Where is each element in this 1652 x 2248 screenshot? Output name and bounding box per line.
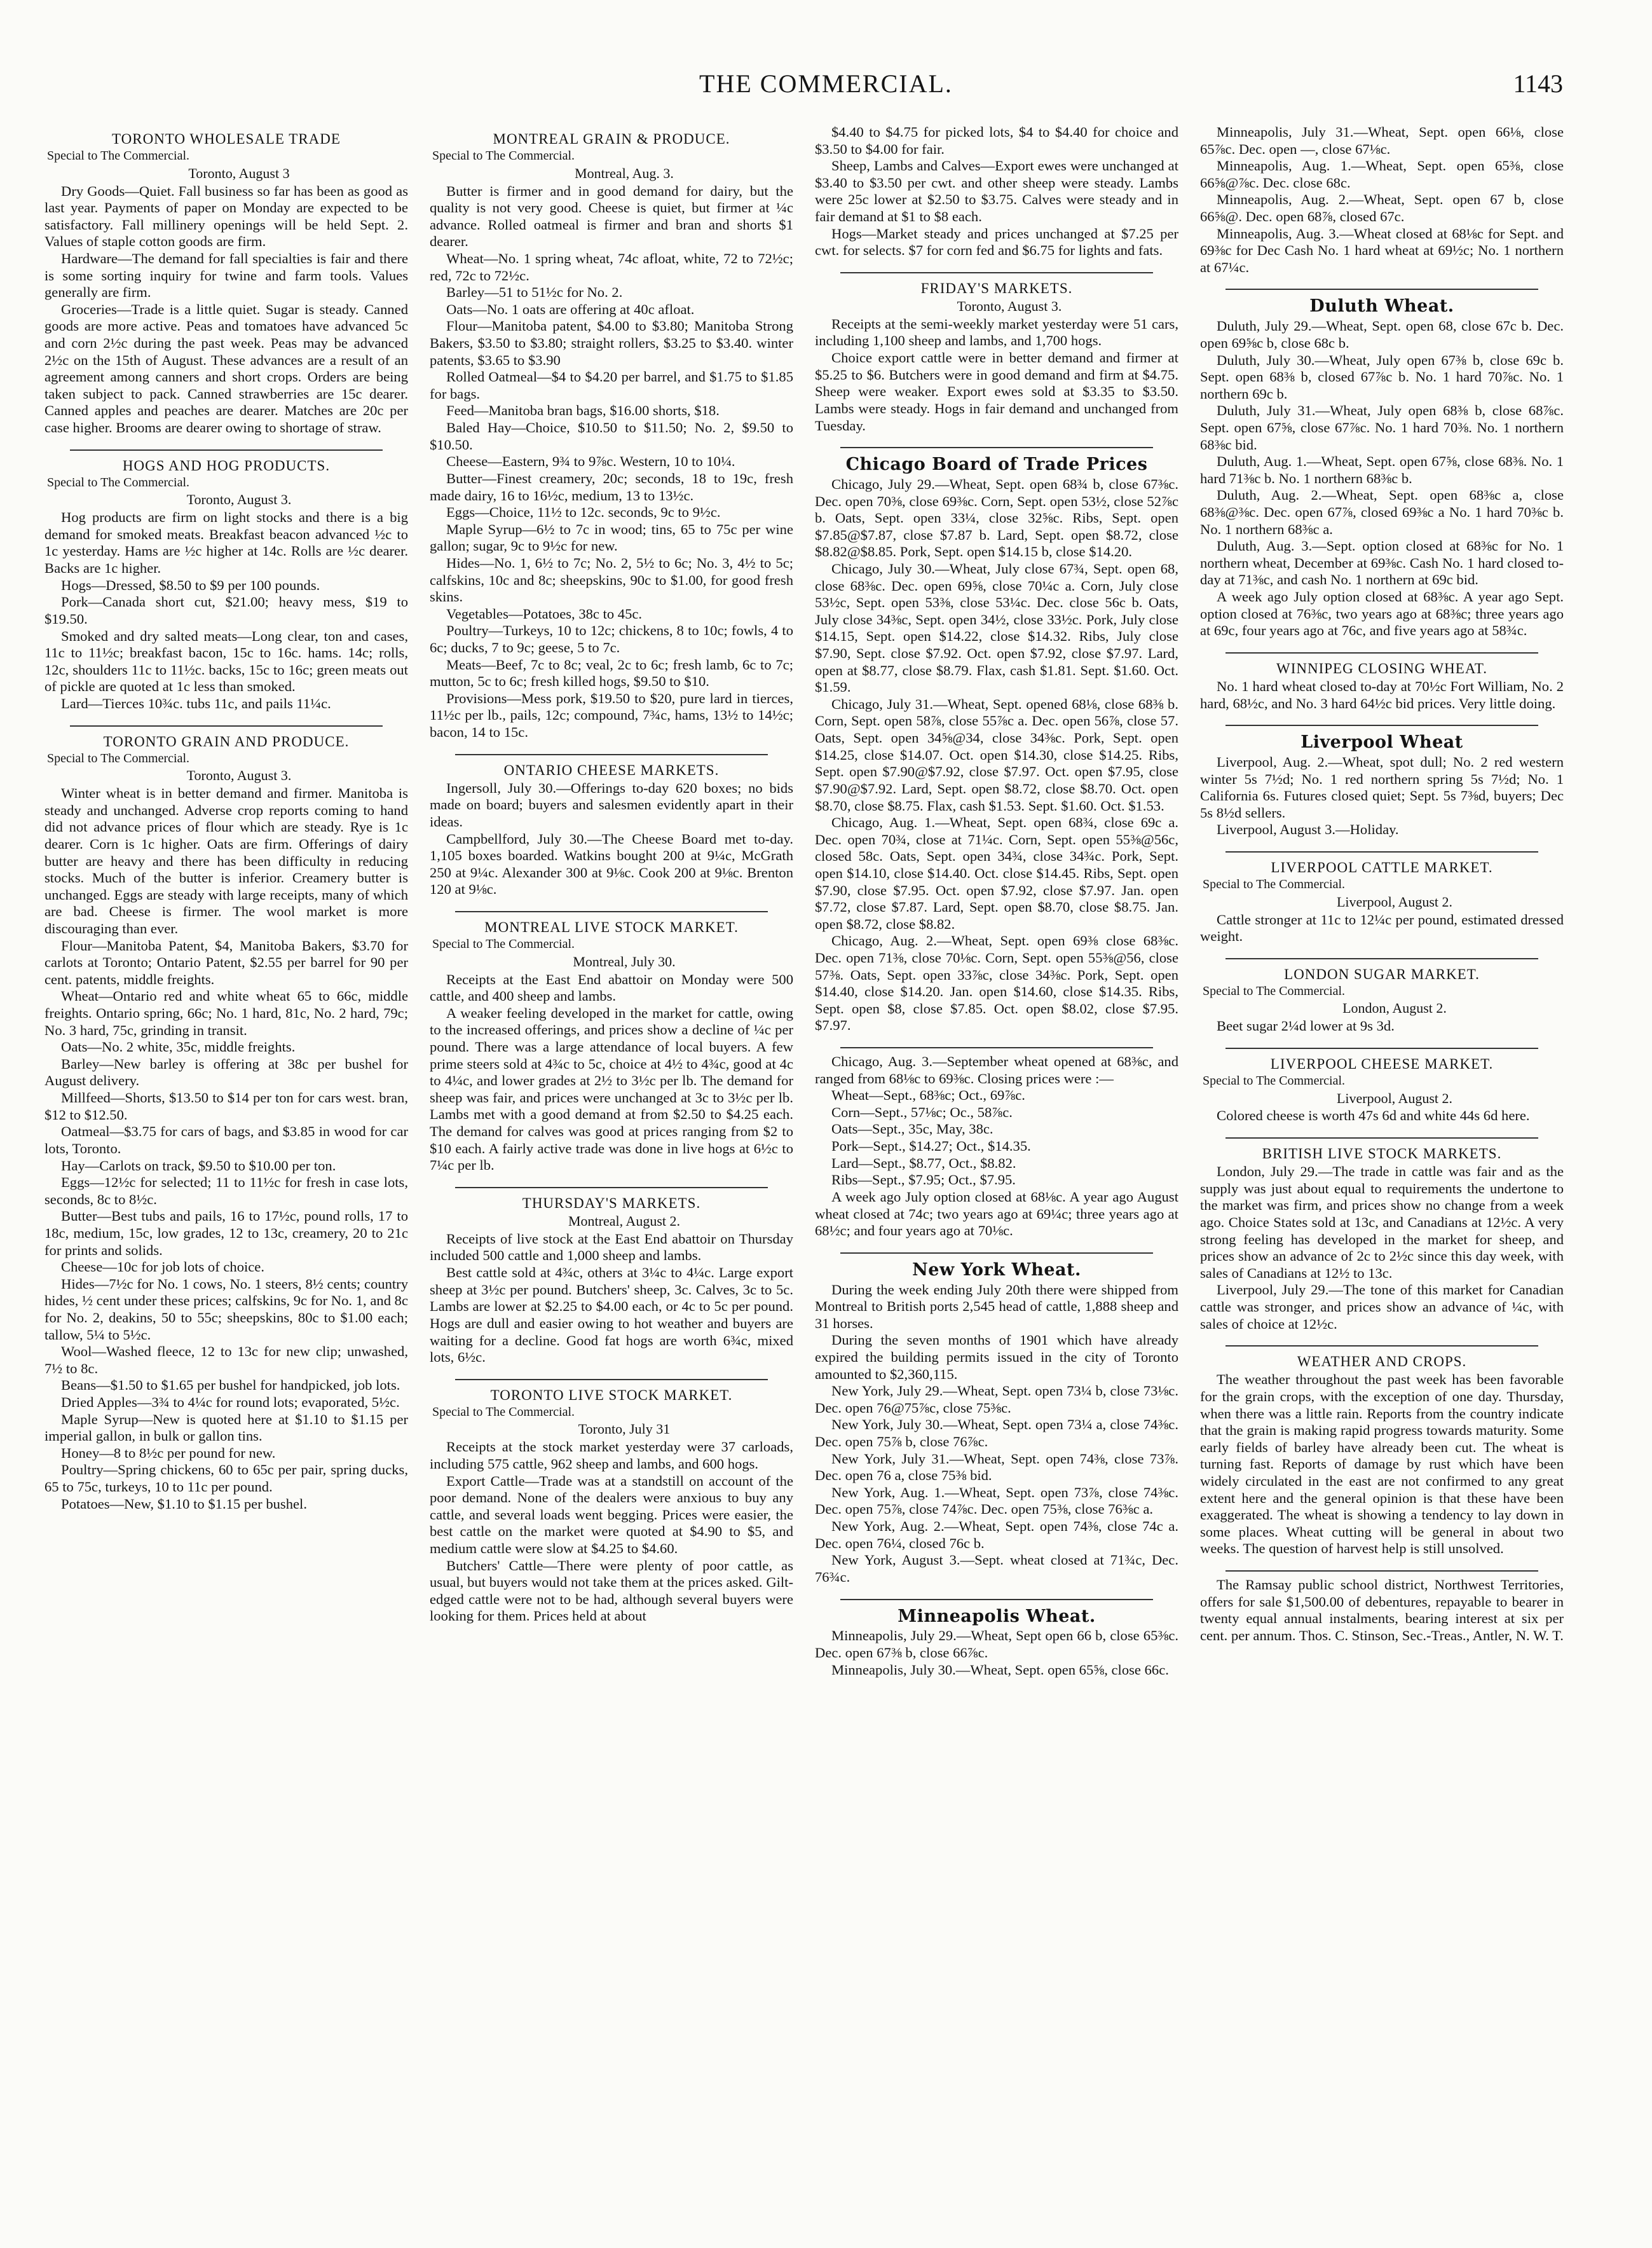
section-divider: [840, 272, 1153, 273]
article: [815, 1260, 1178, 1586]
article-source: Special to The Commercial.: [1203, 983, 1346, 998]
article-headline: THURSDAY'S MARKETS.: [522, 1195, 701, 1211]
article-paragraph: Hides—No. 1, 6½ to 7c; No. 2, 5½ to 6c; No. 3, 4½ to 5c; calfskins, 10c and 8c; sheepskins, 90c to $1.00, for good fresh skins.: [430, 554, 793, 605]
article-paragraph: Chicago, July 29.—Wheat, Sept. open 68¾ b, close 67⅜c. Dec. open 70⅜, close 69⅜c. Corn, Sept. open 53½, close 52⅞c b. Oats, Sept. open 33¼, close 32⅝c. Ribs, Sept. open $7.85@$7.87, close $7.87 b. Lard, Sept. open $8.72, close $8.82@$8.85. Pork, Sept. open $14.15 b, close $14.20.: [815, 476, 1178, 560]
article-paragraph: Flour—Manitoba Patent, $4, Manitoba Bakers, $3.70 for carlots at Toronto; Ontario Patent, $2.55 per barrel for 90 per cent. patents, middle freights.: [44, 937, 408, 987]
article-paragraph: Minneapolis, July 30.—Wheat, Sept. open 65⅝, close 66c.: [831, 1661, 1169, 1678]
article-headline: BRITISH LIVE STOCK MARKETS.: [1262, 1146, 1502, 1162]
article-paragraph: Flour—Manitoba patent, $4.00 to $3.80; Manitoba Strong Bakers, $3.50 to $3.80; straight rollers, $3.25 to $3.40. winter patents, $3.65 to $3.90: [430, 318, 793, 368]
article: [1200, 1353, 1564, 1558]
article-paragraph: Ribs—Sept., $7.95; Oct., $7.95.: [831, 1172, 1016, 1188]
article-paragraph: Hardware—The demand for fall specialties is fair and there is some sorting inquiry for twine and farm tools. Values generally are firm.: [44, 250, 408, 301]
article-paragraph: Cheese—Eastern, 9¾ to 9⅞c. Western, 10 to 10¼.: [446, 453, 735, 470]
section-divider: [840, 1047, 1153, 1048]
article-paragraph: Chicago, Aug. 3.—September wheat opened at 68⅜c, and ranged from 68⅛c to 69⅜c. Closing prices were :—: [815, 1053, 1178, 1086]
page-title: THE COMMERCIAL.: [699, 69, 953, 98]
article-paragraph: New York, August 3.—Sept. wheat closed at 71¾c, Dec. 76¾c.: [815, 1552, 1178, 1585]
article: [430, 919, 793, 1174]
article-dateline: Montreal, July 30.: [573, 953, 676, 970]
article-source: Special to The Commercial.: [432, 937, 575, 952]
article-paragraph: Hides—7½c for No. 1 cows, No. 1 steers, 8½ cents; country hides, ½ cent under these prices; calfskins, 9c for No. 1, and 8c for No. 2, deakins, 50 to 55c; sheepskins, 80c to $1.00 each; tallow, 5¼ to 5½c.: [44, 1275, 408, 1343]
article-paragraph: Maple Syrup—6½ to 7c in wood; tins, 65 to 75c per wine gallon; sugar, 9c to 9½c for new.: [430, 521, 793, 554]
article-source: Special to The Commercial.: [47, 149, 190, 163]
article-paragraph: Choice export cattle were in better demand and firmer at $5.25 to $6. Butchers were in good demand and firm at $4.75. Sheep were weaker. Export ewes sold at $3.35 to $3.50. Lambs were steady. Hogs in fair demand and unchanged from Tuesday.: [815, 350, 1178, 434]
section-divider: [1225, 851, 1538, 853]
section-divider: [1225, 725, 1538, 726]
article-paragraph: Liverpool, Aug. 2.—Wheat, spot dull; No. 2 red western winter 5s 7½d; No. 1 red northern spring 5s 7½d; No. 1 California 6s. Futures closed quiet; Sept. 5s 7⅜d, buyers; Dec 5s 8½d sellers.: [1200, 753, 1564, 821]
article-paragraph: Export Cattle—Trade was at a standstill on account of the poor demand. None of the dealers were anxious to buy any cattle, and several loads went begging. Prices were easier, the best cattle on the market were quoted at $4.90 to $5, and medium cattle were slow at $4.25 to $4.60.: [430, 1472, 793, 1556]
article-paragraph: Winter wheat is in better demand and firmer. Manitoba is steady and unchanged. Adverse crop reports coming to hand did not advance prices of flour which are steady. Rye is 1c dearer. Corn is 1c higher. Oats are firm. Offerings of dairy butter are heavy and there has been difficulty in reducing stocks. Much of the butter is inferior. Creamery butter is unchanged. Eggs are steady with large receipts, many of which are bad. Cheese is firmer. The wool market is more discouraging than ever.: [44, 785, 408, 936]
article: [44, 457, 408, 713]
article-paragraph: Pork—Sept., $14.27; Oct., $14.35.: [831, 1138, 1031, 1155]
article-headline: LIVERPOOL CATTLE MARKET.: [1271, 860, 1493, 876]
article: [44, 733, 408, 1513]
article-dateline: Toronto, August 3: [188, 165, 290, 181]
article-headline: TORONTO GRAIN AND PRODUCE.: [103, 733, 350, 750]
section-divider: [1225, 1345, 1538, 1347]
article-paragraph: Oats—No. 2 white, 35c, middle freights.: [61, 1039, 296, 1055]
article: [815, 455, 1178, 1034]
section-divider: [455, 1187, 768, 1188]
article-paragraph: Butter—Finest creamery, 20c; seconds, 18 to 19c, fresh made dairy, 16 to 16½c, medium, 13 to 13½c.: [430, 470, 793, 504]
article-paragraph: Chicago, Aug. 1.—Wheat, Sept. open 68¾, close 69c a. Dec. open 70¾, close at 71¼c. Corn, Sept. open 55⅜@56c, closed 58c. Oats, Sept. open 34¾, close 34¾c. Pork, Sept. open $14.10, close $14.40. Oct. close $14.45. Ribs, Sept. open $7.90, close $7.95. Oct. open $7.92, close $7.97. Jan. open $7.72, close $7.87. Lard, Sept. open $8.70, close $8.75. Jan. open $8.72, close $8.82.: [815, 814, 1178, 932]
article-paragraph: The Ramsay public school district, Northwest Territories, offers for sale $1,500.00 of debentures, repayable to bearer in twenty equal annual instalments, bearing interest at six per cent. per annum. Thos. C. Stinson, Sec.-Treas., Antler, N. W. T.: [1200, 1577, 1564, 1643]
article-paragraph: Butchers' Cattle—There were plenty of poor cattle, as usual, but buyers would not take them at the prices asked. Gilt-edged cattle were not to be had, although several buyers were looking for them. Prices held at about: [430, 1557, 793, 1624]
article-paragraph: Receipts at the semi-weekly market yesterday were 51 cars, including 1,100 sheep and lambs, and 1,700 hogs.: [815, 315, 1178, 349]
article-paragraph: Butter—Best tubs and pails, 16 to 17½c, pound rolls, 17 to 18c, medium, 15c, low grades, 12 to 13c, creamery, 20 to 21c for prints and solids.: [44, 1208, 408, 1258]
article-paragraph: Eggs—12½c for selected; 11 to 11½c for fresh in case lots, seconds, 8c to 8½c.: [44, 1174, 408, 1207]
article-paragraph: New York, Aug. 2.—Wheat, Sept. open 74⅜, close 74c a. Dec. open 76¼, closed 76c b.: [815, 1518, 1178, 1551]
article-headline: TORONTO WHOLESALE TRADE: [112, 131, 341, 147]
article: [815, 280, 1178, 434]
article-paragraph: Eggs—Choice, 11½ to 12c. seconds, 9c to 9½c.: [446, 504, 721, 521]
article-paragraph: Wheat—Ontario red and white wheat 65 to 66c, middle freights. Ontario spring, 66c; No. 1 hard, 81c, No. 2 hard, 79c; No. 3 hard, 75c, grinding in transit.: [44, 988, 408, 1038]
article: [430, 1387, 793, 1625]
article: [1200, 1055, 1564, 1125]
section-divider: [1225, 289, 1538, 290]
article-paragraph: Smoked and dry salted meats—Long clear, ton and cases, 11c to 11½c; breakfast bacon, 15c to 16c. hams. 14c; rolls, 12c, shoulders 11c to 11½c. backs, 15c to 16c; green meats out of pickle are quoted at 1c less than smoked.: [44, 627, 408, 695]
article-dateline: Toronto, August 3.: [957, 298, 1062, 314]
article-paragraph: The weather throughout the past week has been favorable for the grain crops, with the exception of one day. Thursday, when there was a little rain. Reports from the country indicate that the grain is making rapid progress towards maturity. Some early fields of barley have already been cut. The wheat is turning fast. Reports of damage by rust which have been widely circulated in the east are not confirmed to any great extent here and the general opinion is that these have been exaggerated. The wheat is showing a tendency to lay down in some places. Wheat cutting will be general in about two weeks. The question of harvest help is still unsolved.: [1200, 1371, 1564, 1557]
article-headline: WEATHER AND CROPS.: [1297, 1354, 1467, 1370]
article: [815, 124, 1178, 259]
article-paragraph: Potatoes—New, $1.10 to $1.15 per bushel.: [61, 1495, 307, 1512]
article-paragraph: Duluth, July 29.—Wheat, Sept. open 68, close 67c b. Dec. open 69⅝c b, close 68c b.: [1200, 318, 1564, 351]
column-3: [815, 124, 1178, 2222]
article-paragraph: Chicago, July 30.—Wheat, July close 67¾, Sept. open 68, close 68⅜c. Dec. open 69⅝, close 70¼c a. Corn, July close 53½c, Sept. open 53⅜, close 53¼c. Dec. close 56c b. Oats, July close 34⅜c, Sept. open 34½, close 33½c. Pork, July close $14.15, Sept. open $14.22, close $14.32. Ribs, July close $7.90, Sept. close $7.92. Oct. open $7.92, close $7.97. Lard, open at $8.77, close $8.79. Flax, cash $1.81. Sept. $1.60. Oct. $1.59.: [815, 560, 1178, 696]
article-paragraph: Receipts of live stock at the East End abattoir on Thursday included 500 cattle and 1,000 sheep and lambs.: [430, 1230, 793, 1264]
article-paragraph: Chicago, July 31.—Wheat, Sept. opened 68⅛, close 68⅜ b. Corn, Sept. open 58⅞, close 55⅞c a. Dec. open 56⅞, close 57. Oats, Sept. open 34⅝@34, close 34⅜c. Pork, Sept. open $14.25, close $14.07. Oct. open $14.30, close $14.25. Ribs, Sept. open $7.90@$7.92, close $7.97. Oct. open $7.95, close $7.90@$7.92. Lard, Sept. open $8.72, close $8.70. Oct. open $8.70, close $8.75. Flax, cash $1.53. Sept. $1.60. Oct. $1.53.: [815, 696, 1178, 814]
article-paragraph: Duluth, Aug. 3.—Sept. option closed at 68⅜c for No. 1 northern wheat, December at 69⅜c. Cash No. 1 hard closed to-day at 71⅜c, and cash No. 1 northern at 69c bid.: [1200, 538, 1564, 588]
article-headline: LIVERPOOL CHEESE MARKET.: [1270, 1055, 1494, 1072]
article-paragraph: Minneapolis, Aug. 3.—Wheat closed at 68⅛c for Sept. and 69⅜c for Dec Cash No. 1 hard wheat at 69½c; No. 1 northern at 67¼c.: [1200, 225, 1564, 275]
article-dateline: Toronto, August 3.: [186, 491, 292, 508]
article-headline: New York Wheat.: [912, 1259, 1081, 1280]
article-source: Special to The Commercial.: [1203, 1074, 1346, 1088]
article-paragraph: Barley—New barley is offering at 38c per bushel for August delivery.: [44, 1055, 408, 1089]
section-divider: [840, 1252, 1153, 1254]
article-paragraph: Baled Hay—Choice, $10.50 to $11.50; No. 2, $9.50 to $10.50.: [430, 420, 793, 453]
article-source: Special to The Commercial.: [47, 475, 190, 490]
article-paragraph: Butter is firmer and in good demand for dairy, but the quality is not very good. Cheese is quiet, but firmer at ¼c advance. Rolled oatmeal is firmer and bran and shorts $1 dearer.: [430, 182, 793, 250]
article-headline: LONDON SUGAR MARKET.: [1284, 966, 1480, 982]
article: [815, 1053, 1178, 1240]
article-dateline: Montreal, Aug. 3.: [575, 165, 674, 181]
article-paragraph: A weaker feeling developed in the market for cattle, owing to the increased offerings, and prices show a decline of ¼c per pound. There was a large attendance of local buyers. A few prime steers sold at 4¾c to 5c, choice at 4½ to 4¾c, good at 4c to 4¼c, and lower grades at 2½ to 3½c per lb. The demand for sheep was fair, and prices were unchanged at 3c to 3½c per lb. Lambs met with a good demand at from $2.50 to $4.25 each. The demand for calves was good at prices ranging from $2 to $10 each. A fairly active trade was done in live hogs at 6½c to 7¼c per lb.: [430, 1004, 793, 1174]
article-paragraph: Wheat—Sept., 68⅜c; Oct., 69⅞c.: [831, 1087, 1025, 1104]
article-paragraph: Rolled Oatmeal—$4 to $4.20 per barrel, and $1.75 to $1.85 for bags.: [430, 369, 793, 402]
article-paragraph: Liverpool, August 3.—Holiday.: [1217, 821, 1399, 838]
article-paragraph: Vegetables—Potatoes, 38c to 45c.: [446, 605, 643, 622]
article-paragraph: Campbellford, July 30.—The Cheese Board met to-day. 1,105 boxes boarded. Watkins bought 200 at 9¼c, McGrath 250 at 9¼c. Alexander 300 at 9⅛c. Cook 200 at 9⅛c. Brenton 120 at 9⅛c.: [430, 830, 793, 898]
article: [430, 130, 793, 741]
section-divider: [70, 725, 383, 727]
article-paragraph: Groceries—Trade is a little quiet. Sugar is steady. Canned goods are more active. Peas and tomatoes have advanced 5c and corn 2½c during the past week. Peas may be advanced 2½c on the 15th of August. These advances are a result of an agreement among canners and short crops. Orders are being taken subject to pack. Canned strawberries are 15c dearer. Canned apples and peaches are dearer. Matches are 20c per case higher. Brooms are dearer owing to shortage of straw.: [44, 301, 408, 436]
article-paragraph: Cheese—10c for job lots of choice.: [61, 1259, 264, 1275]
article-source: Special to The Commercial.: [1203, 877, 1346, 892]
article: [1200, 660, 1564, 712]
section-divider: [1225, 958, 1538, 959]
article-paragraph: Feed—Manitoba bran bags, $16.00 shorts, $18.: [446, 402, 720, 419]
article-paragraph: Minneapolis, July 29.—Wheat, Sept open 66 b, close 65⅜c. Dec. open 67⅜ b, close 66⅞c.: [815, 1628, 1178, 1661]
article-paragraph: Corn—Sept., 57⅛c; Oc., 58⅞c.: [831, 1104, 1013, 1120]
article-source: Special to The Commercial.: [47, 751, 190, 765]
article-paragraph: New York, July 29.—Wheat, Sept. open 73¼ b, close 73⅛c. Dec. open 76@75⅞c, close 75⅜c.: [815, 1383, 1178, 1416]
article: [1200, 296, 1564, 639]
article-paragraph: Hogs—Dressed, $8.50 to $9 per 100 pounds.: [61, 577, 320, 593]
article: [1200, 1145, 1564, 1333]
article-paragraph: Lard—Tierces 10¾c. tubs 11c, and pails 11¼c.: [61, 695, 331, 711]
section-divider: [840, 1599, 1153, 1600]
article-paragraph: Cattle stronger at 11c to 12¼c per pound, estimated dressed weight.: [1200, 911, 1564, 945]
article-paragraph: Duluth, July 30.—Wheat, July open 67⅜ b, close 69c b. Sept. open 68⅜ b, closed 67⅞c b. No. 1 hard 70⅞c. No. 1 northern 69c b.: [1200, 352, 1564, 402]
article-paragraph: Poultry—Spring chickens, 60 to 65c per pair, spring ducks, 65 to 75c, turkeys, 10 to 11c per pound.: [44, 1462, 408, 1495]
article-paragraph: Receipts at the East End abattoir on Monday were 500 cattle, and 400 sheep and lambs.: [430, 971, 793, 1004]
article-paragraph: Provisions—Mess pork, $19.50 to $20, pure lard in tierces, 11½c per lb., pails, 12c; compound, 7¾c, hams, 13½ to 14½c; bacon, 14 to 15c.: [430, 690, 793, 741]
article-headline: Minneapolis Wheat.: [898, 1606, 1096, 1626]
article-paragraph: New York, July 30.—Wheat, Sept. open 73¼ a, close 74⅜c. Dec. open 75⅞ b, close 76⅞c.: [815, 1416, 1178, 1450]
article-paragraph: Hay—Carlots on track, $9.50 to $10.00 per ton.: [61, 1157, 336, 1174]
article: [1200, 1577, 1564, 1644]
column-1: [44, 124, 408, 2222]
article: [1200, 859, 1564, 945]
section-divider: [1225, 1137, 1538, 1139]
article-paragraph: Sheep, Lambs and Calves—Export ewes were unchanged at $3.40 to $3.50 per cwt. and other sheep were steady. Lambs were 25c lower at $2.50 to $3.75. Calves were steady and in fair demand at $1 to $8 each.: [815, 158, 1178, 225]
article: [1200, 124, 1564, 276]
section-divider: [1225, 1570, 1538, 1572]
article-paragraph: Millfeed—Shorts, $13.50 to $14 per ton for cars west. bran, $12 to $12.50.: [44, 1090, 408, 1123]
article-paragraph: Duluth, Aug. 2.—Wheat, Sept. open 68⅜c a, close 68⅜@⅜c. Dec. open 67⅞, closed 69⅜c a No. 1 hard 70⅜c b. No. 1 northern 68⅜c a.: [1200, 487, 1564, 537]
article-headline: HOGS AND HOG PRODUCTS.: [122, 457, 331, 474]
article-paragraph: Oats—No. 1 oats are offering at 40c afloat.: [446, 301, 695, 317]
article-headline: WINNIPEG CLOSING WHEAT.: [1276, 660, 1487, 676]
article-headline: MONTREAL GRAIN & PRODUCE.: [493, 131, 730, 147]
section-divider: [70, 449, 383, 451]
column-2: [430, 124, 793, 2222]
article-paragraph: Hogs—Market steady and prices unchanged at $7.25 per cwt. for selects. $7 for corn fed and $6.75 for lights and fats.: [815, 225, 1178, 259]
article-headline: Liverpool Wheat: [1300, 732, 1463, 753]
article-dateline: Toronto, July 31: [578, 1421, 671, 1437]
article-paragraph: Receipts at the stock market yesterday were 37 carloads, including 575 cattle, 962 sheep and lambs, and 600 hogs.: [430, 1439, 793, 1472]
article: [430, 762, 793, 898]
article-paragraph: Minneapolis, July 31.—Wheat, Sept. open 66⅛, close 65⅞c. Dec. open —, close 67⅛c.: [1200, 124, 1564, 157]
article: [430, 1195, 793, 1366]
article-paragraph: Oats—Sept., 35c, May, 38c.: [831, 1121, 993, 1137]
section-divider: [455, 754, 768, 755]
article-paragraph: Duluth, July 31.—Wheat, July open 68⅜ b, close 68⅞c. Sept. open 67⅝, close 67⅞c. No. 1 hard 70⅜. No. 1 northern 68⅜c bid.: [1200, 402, 1564, 453]
article-paragraph: During the week ending July 20th there were shipped from Montreal to British ports 2,545 head of cattle, 1,888 sheep and 31 horses.: [815, 1281, 1178, 1331]
article-headline: ONTARIO CHEESE MARKETS.: [503, 762, 720, 778]
section-divider: [1225, 652, 1538, 654]
article-paragraph: Barley—51 to 51½c for No. 2.: [446, 284, 623, 301]
article-headline: Duluth Wheat.: [1309, 296, 1454, 317]
article-headline: Chicago Board of Trade Prices: [845, 455, 1148, 475]
article: [1200, 732, 1564, 839]
article-paragraph: New York, July 31.—Wheat, Sept. open 74⅜, close 73⅞. Dec. open 76 a, close 75⅜ bid.: [815, 1450, 1178, 1484]
article-dateline: Toronto, August 3.: [186, 767, 292, 784]
article-paragraph: Beans—$1.50 to $1.65 per bushel for handpicked, job lots.: [61, 1377, 400, 1394]
article-paragraph: Oatmeal—$3.75 for cars of bags, and $3.85 in wood for car lots, Toronto.: [44, 1123, 408, 1156]
article: [815, 1607, 1178, 1679]
article: [1200, 966, 1564, 1035]
page-number: 1143: [1513, 69, 1563, 98]
page-header: [44, 69, 1608, 107]
article-paragraph: Wool—Washed fleece, 12 to 13c for new clip; unwashed, 7½ to 8c.: [44, 1343, 408, 1376]
article-paragraph: Duluth, Aug. 1.—Wheat, Sept. open 67⅝, close 68⅜. No. 1 hard 71⅜c b. No. 1 northern 68⅜c b.: [1200, 453, 1564, 486]
article-paragraph: $4.40 to $4.75 for picked lots, $4 to $4.40 for choice and $3.50 to $4.00 for fair.: [815, 124, 1178, 157]
article-paragraph: Pork—Canada short cut, $21.00; heavy mess, $19 to $19.50.: [44, 594, 408, 627]
article-paragraph: Lard—Sept., $8.77, Oct., $8.82.: [831, 1155, 1016, 1171]
article-paragraph: Minneapolis, Aug. 2.—Wheat, Sept. open 67 b, close 66⅝@. Dec. open 68⅞, closed 67c.: [1200, 191, 1564, 225]
article-paragraph: Minneapolis, Aug. 1.—Wheat, Sept. open 65⅜, close 66⅝@⅞c. Dec. close 68c.: [1200, 158, 1564, 191]
article-paragraph: Meats—Beef, 7c to 8c; veal, 2c to 6c; fresh lamb, 6c to 7c; mutton, 5c to 6c; fresh killed hogs, $9.50 to $10.: [430, 656, 793, 690]
article-paragraph: Honey—8 to 8½c per pound for new.: [61, 1444, 276, 1461]
article-dateline: Liverpool, August 2.: [1336, 893, 1453, 910]
section-divider: [455, 1379, 768, 1380]
column-4: [1200, 124, 1564, 2222]
article-paragraph: During the seven months of 1901 which have already expired the building permits issued in the city of Toronto amounted to $2,360,115.: [815, 1332, 1178, 1382]
article: [44, 130, 408, 437]
article-paragraph: Best cattle sold at 4¾c, others at 3¼c to 4¼c. Large export sheep at 3½c per pound. Butchers' sheep, 3c. Calves, 3c to 5c. Lambs are lower at $2.25 to $4.00 each, or 4c to 5c per pound. Hogs are dull and easier owing to hot weather and buyers are waiting for a decline. Good fat hogs are worth 6¾c, mixed lots, 6½c.: [430, 1264, 793, 1366]
article-dateline: Montreal, August 2.: [568, 1212, 680, 1229]
section-divider: [840, 447, 1153, 448]
article-paragraph: Ingersoll, July 30.—Offerings to-day 620 boxes; no bids made on board; buyers and salesmen evidently apart in their ideas.: [430, 779, 793, 830]
article-paragraph: A week ago July option closed at 68⅛c. A year ago August wheat closed at 74c; two years ago at 69¼c; three years ago at 68½c; and four years ago at 70⅛c.: [815, 1188, 1178, 1239]
article-source: Special to The Commercial.: [432, 1404, 575, 1419]
article-paragraph: Maple Syrup—New is quoted here at $1.10 to $1.15 per imperial gallon, in bulk or gallon tins.: [44, 1411, 408, 1444]
article-paragraph: No. 1 hard wheat closed to-day at 70½c Fort William, No. 2 hard, 68½c, and No. 3 hard 64½c bid prices. Very little doing.: [1200, 678, 1564, 711]
section-divider: [455, 911, 768, 912]
article-paragraph: Hog products are firm on light stocks and there is a big demand for smoked meats. Breakfast beacon advanced ½c to 1c yesterday. Hams are ½c higher at 14c. Rolls are ½c dearer. Backs are 1c higher.: [44, 509, 408, 577]
article-source: Special to The Commercial.: [432, 149, 575, 163]
article-paragraph: Dry Goods—Quiet. Fall business so far has been as good as last year. Payments of paper on Monday are expected to be satisfactory. Fall millinery openings will be held Sept. 2. Values of staple cotton goods are firm.: [44, 182, 408, 250]
article-paragraph: A week ago July option closed at 68⅜c. A year ago Sept. option closed at 76⅜c, two years ago at 68⅜c; three years ago at 69c, four years ago at 76c, and five years ago at 58¾c.: [1200, 589, 1564, 639]
article-headline: MONTREAL LIVE STOCK MARKET.: [484, 919, 739, 936]
article-dateline: Liverpool, August 2.: [1336, 1090, 1453, 1106]
article-paragraph: Colored cheese is worth 47s 6d and white 44s 6d here.: [1217, 1107, 1530, 1124]
article-paragraph: Beet sugar 2¼d lower at 9s 3d.: [1217, 1018, 1395, 1034]
article-paragraph: New York, Aug. 1.—Wheat, Sept. open 73⅞, close 74⅜c. Dec. open 75⅞, close 74⅞c. Dec. open 75⅜, close 76⅜c a.: [815, 1484, 1178, 1518]
article-paragraph: Chicago, Aug. 2.—Wheat, Sept. open 69⅜ close 68⅜c. Dec. open 71⅜, close 70⅛c. Corn, Sept. open 55⅜@56, close 57⅜. Oats, Sept. open 33⅞c, close 34⅜c. Pork, Sept. open $14.40, close $14.20. Jan. open $14.60, close $14.35. Ribs, Sept. open $8, close $7.85. Oct. open $8.02, close $7.95. $7.97.: [815, 933, 1178, 1034]
section-divider: [1225, 1048, 1538, 1049]
article-headline: TORONTO LIVE STOCK MARKET.: [490, 1387, 733, 1403]
article-headline: FRIDAY'S MARKETS.: [920, 280, 1073, 296]
article-paragraph: Dried Apples—3¾ to 4¼c for round lots; evaporated, 5½c.: [61, 1394, 400, 1411]
article-paragraph: Wheat—No. 1 spring wheat, 74c afloat, white, 72 to 72½c; red, 72c to 72½c.: [430, 250, 793, 284]
article-paragraph: Liverpool, July 29.—The tone of this market for Canadian cattle was stronger, and prices show an advance of ¼c, with sales of choice at 12½c.: [1200, 1282, 1564, 1332]
article-paragraph: London, July 29.—The trade in cattle was fair and as the supply was just about equal to requirements the undertone to the market was firm, and prices show no change from a week ago. Choice States sold at 13c, and Canadians at 12½c. A very strong feeling has developed in the market for sheep, and prices show an advance of 2c to 2½c since this day week, with sales of Canadians at 12½ to 13c.: [1200, 1163, 1564, 1281]
article-paragraph: Poultry—Turkeys, 10 to 12c; chickens, 8 to 10c; fowls, 4 to 6c; ducks, 7 to 9c; geese, 5 to 7c.: [430, 622, 793, 655]
article-dateline: London, August 2.: [1342, 1000, 1447, 1017]
